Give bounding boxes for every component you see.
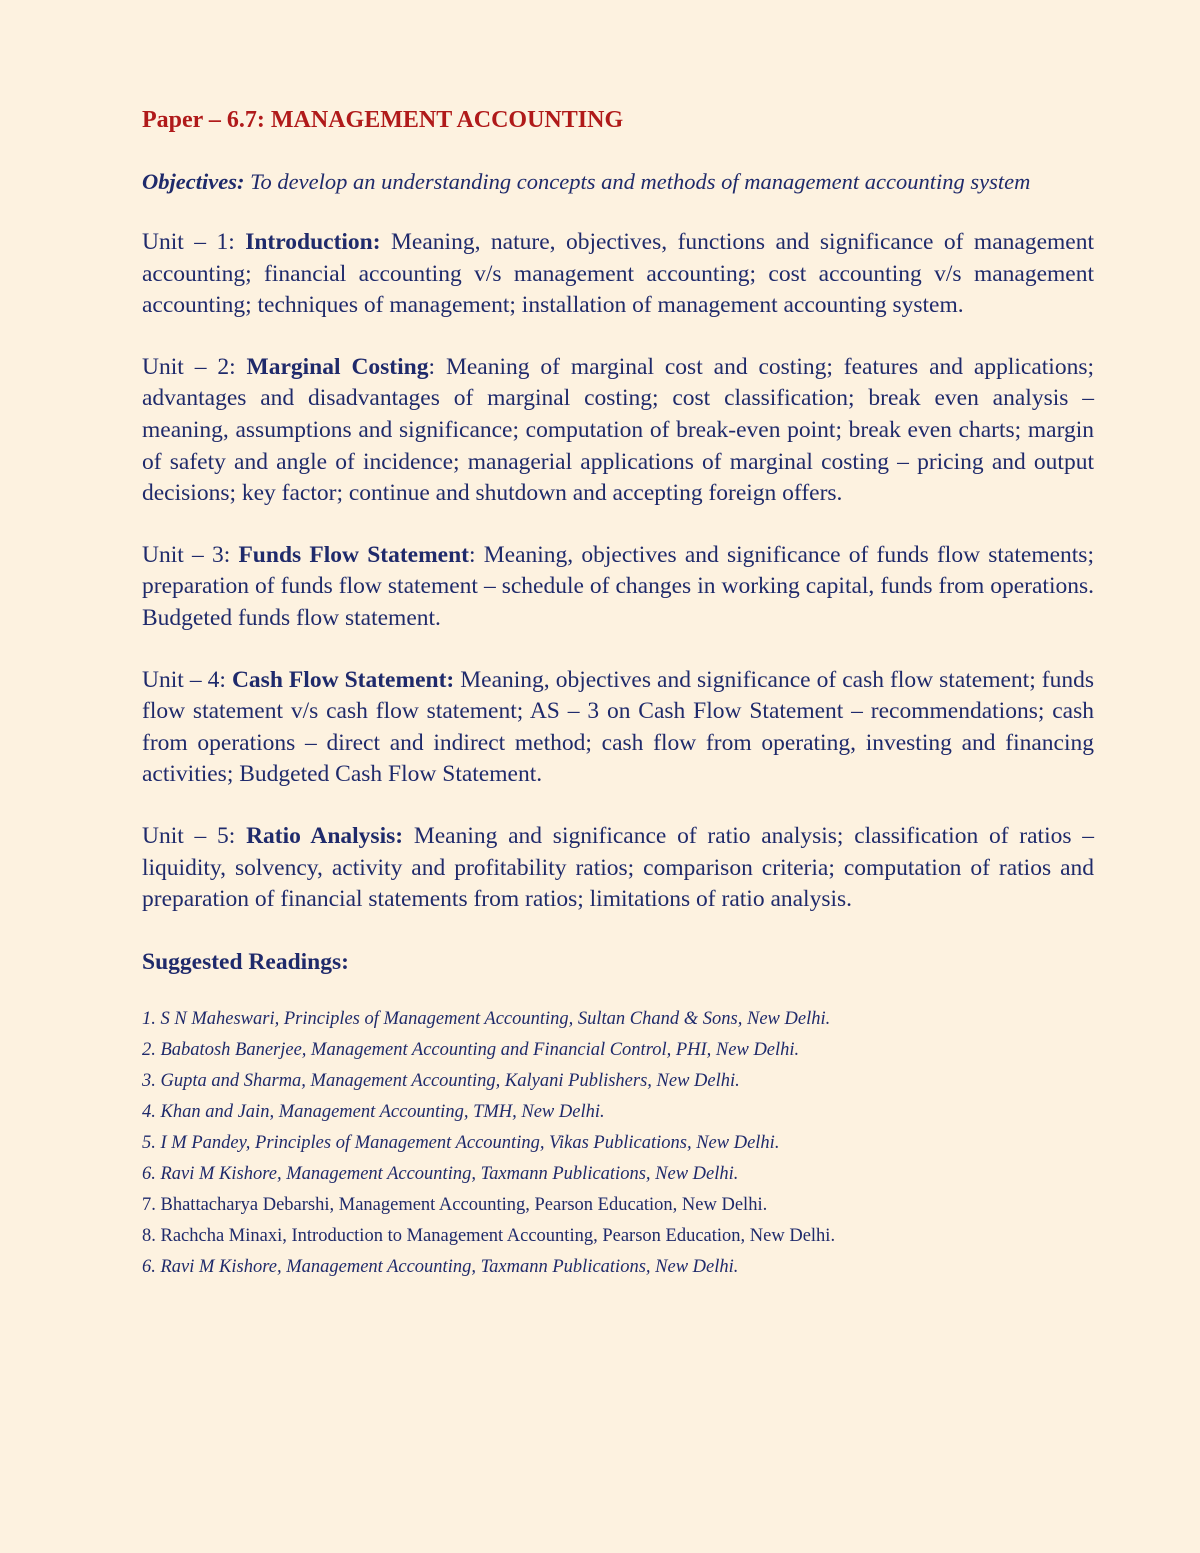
- unit-1: [142, 227, 1094, 322]
- unit-text: Meaning, objectives and significance of cash flow statement; funds flow statement v/s cash flow statement; AS – 3 on Cash Flow Statement – recommendations; cash from operations – direct and indirect method; cash flow from operating, investing and financing activities; Budgeted Cash Flow Statement.: [142, 666, 1094, 788]
- unit-5: [142, 821, 1094, 916]
- unit-text: Meaning, nature, objectives, functions and significance of management accounting; financial accounting v/s management accounting; cost accounting v/s management accounting; techniques of management; installation of management accounting system.: [142, 229, 1094, 319]
- reading-item: 6. Ravi M Kishore, Management Accounting, Taxmann Publications, New Delhi.: [142, 1256, 739, 1277]
- unit-heading: Introduction:: [245, 229, 381, 255]
- objectives-text: To develop an understanding concepts and methods of management accounting system: [244, 169, 1031, 194]
- unit-text: : Meaning of marginal cost and costing; features and applications; advantages and disadvantages of marginal costing; cost classification; break even analysis – meaning, assumptions and significance; computation of break-even point; break even charts; margin of safety and angle of incidence; managerial applications of marginal costing – pricing and output decisions; key factor; continue and shutdown and accepting foreign offers.: [142, 353, 1095, 507]
- unit-heading: Marginal Costing: [246, 353, 429, 380]
- suggested-readings-heading: Suggested Readings:: [142, 948, 349, 975]
- unit-text: : Meaning, objectives and significance of funds flow statements; preparation of funds flow statement – schedule of changes in working capital, funds from operations. Budgeted funds flow statement.: [142, 541, 1094, 631]
- unit-prefix: Unit – 1:: [142, 229, 246, 255]
- unit-prefix: Unit – 3:: [142, 541, 239, 568]
- unit-heading: Ratio Analysis:: [246, 822, 404, 849]
- reading-item: 6. Ravi M Kishore, Management Accounting, Taxmann Publications, New Delhi.: [142, 1163, 739, 1184]
- unit-prefix: Unit – 2:: [142, 353, 247, 380]
- reading-item: 5. I M Pandey, Principles of Management Accounting, Vikas Publications, New Delhi.: [142, 1132, 780, 1153]
- unit-heading: Funds Flow Statement: [238, 541, 469, 568]
- unit-prefix: Unit – 5:: [142, 822, 247, 849]
- readings-list: [142, 1004, 1094, 1283]
- paper-title: Paper – 6.7: MANAGEMENT ACCOUNTING: [142, 107, 624, 133]
- unit-prefix: Unit – 4:: [142, 666, 232, 693]
- objectives-paragraph: [142, 166, 1094, 197]
- reading-item: 7. Bhattacharya Debarshi, Management Accounting, Pearson Education, New Delhi.: [142, 1194, 768, 1215]
- unit-heading: Cash Flow Statement:: [231, 666, 455, 693]
- unit-4: [142, 665, 1094, 791]
- reading-item: 4. Khan and Jain, Management Accounting, TMH, New Delhi.: [142, 1101, 605, 1122]
- reading-item: 1. S N Maheswari, Principles of Management Accounting, Sultan Chand & Sons, New Delhi.: [142, 1008, 831, 1029]
- unit-3: [142, 540, 1094, 635]
- unit-text: Meaning and significance of ratio analysis; classification of ratios – liquidity, solvency, activity and profitability ratios; comparison criteria; computation of ratios and preparation of financial statements from ratios; limitations of ratio analysis.: [142, 822, 1094, 913]
- reading-item: 8. Rachcha Minaxi, Introduction to Management Accounting, Pearson Education, New Delhi.: [142, 1225, 836, 1246]
- reading-item: 2. Babatosh Banerjee, Management Accounting and Financial Control, PHI, New Delhi.: [142, 1039, 800, 1060]
- reading-item: 3. Gupta and Sharma, Management Accounting, Kalyani Publishers, New Delhi.: [142, 1070, 740, 1091]
- objectives-label: Objectives:: [142, 169, 245, 194]
- unit-2: [142, 352, 1094, 510]
